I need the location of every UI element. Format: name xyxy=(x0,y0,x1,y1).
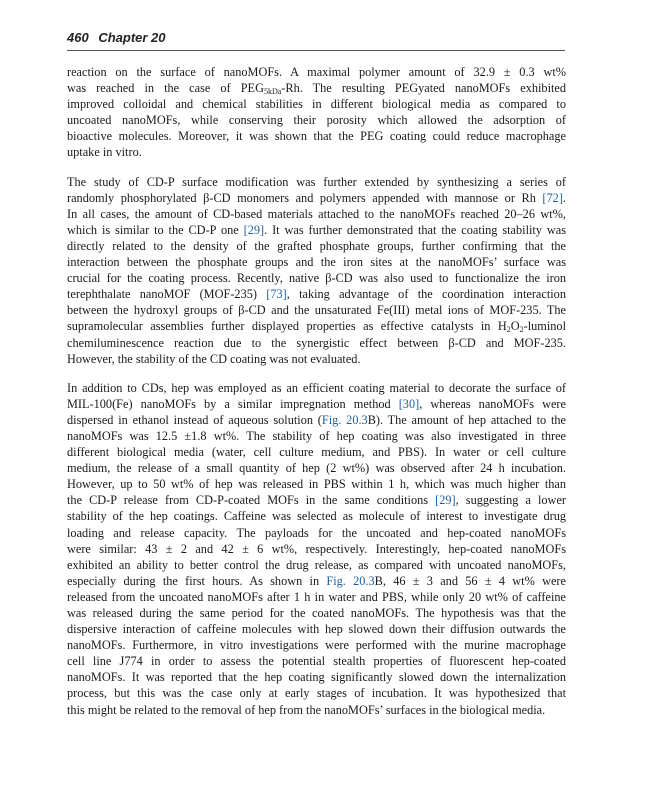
text-line: the CD-P release from CD-P-coated MOFs in the same conditions [29], suggesting a lower xyxy=(67,493,566,508)
citation-link[interactable]: [29] xyxy=(243,222,265,237)
text-line: was reached in the case of $PEG_{5kDa}-Rh$. The resulting PEGyated nanoMOFs exhibited xyxy=(67,81,567,97)
text-line: were similar: 43 ± 2 and 42 ± 6 wt%, respectively. Interestingly, hep-coated nanoMOFs xyxy=(67,541,566,556)
text-line: which is similar to the CD-P one [29]. It was further demonstrated that the coating stability was xyxy=(67,222,566,237)
text-line: nanoMOFs. Furthermore, in vitro investigations were performed with the murine macrophage xyxy=(67,638,566,653)
text-line: exhibited an ability to better control the drug release, as compared with uncoated nanoMOFs, xyxy=(67,557,566,572)
paragraph xyxy=(67,64,566,161)
text-line: dispersive interaction of caffeine molecules with hep slowed down their diffusion outwards the xyxy=(67,622,566,637)
text-line: In all cases, the amount of CD-based materials attached to the nanoMOFs reached 20–26 wt%, xyxy=(67,206,566,221)
text-line: MIL-100(Fe) nanoMOFs by a similar impregnation method [30], whereas nanoMOFs were xyxy=(67,396,566,411)
subscript: 2 xyxy=(519,325,524,335)
citation-link[interactable]: Fig. 20.3 xyxy=(326,573,375,588)
text-line: between the hydroxyl groups of β-CD and the unsaturated Fe(III) metal ions of MOF-235. The xyxy=(67,303,566,318)
text-line: nanoMOFs. It was reported that the hep coating significantly slowed down the internalization xyxy=(67,670,566,685)
citation-link[interactable]: [29] xyxy=(435,493,456,508)
text-line: loading and release capacity. The payloads for the uncoated and hep-coated nanoMOFs xyxy=(67,525,566,540)
text-line: interaction between the phosphate groups and the iron sites at the nanoMOFs’ surface was xyxy=(67,255,566,270)
text-line: nanoMOFs was 12.5 ±1.8 wt%. The stability of hep coating was also investigated in three xyxy=(67,428,566,443)
text-line: medium, the release of a small quantity of hep (2 wt%) was observed after 24 h incubation. xyxy=(67,461,566,476)
text-line: uncoated nanoMOFs, while conserving their porosity which allowed the adsorption of xyxy=(67,113,566,128)
text-line: cell line J774 in order to assess the potential stealth properties of fluorescent hep-coated xyxy=(67,654,566,669)
paragraph xyxy=(67,174,566,367)
text-line: chemiluminescence reaction due to the synergistic effect between β-CD and MOF-235. xyxy=(67,335,566,350)
text-line: uptake in vitro. xyxy=(67,145,142,160)
text-line: directly related to the density of the grafted phosphate groups, further confirming that the xyxy=(67,238,566,253)
text-line: supramolecular assemblies further displayed properties as effective catalysts in $H_2O_2$-luminol xyxy=(67,319,566,335)
citation-link[interactable]: [73] xyxy=(266,287,287,302)
running-header xyxy=(67,30,565,51)
subscript: 5kDa xyxy=(263,87,282,97)
text-line: released from the uncoated nanoMOFs after 1 h in water and PBS, while only 20 wt% of caffeine xyxy=(67,589,566,604)
page-number: 460 xyxy=(67,30,89,45)
text-line: terephthalate nanoMOF (MOF-235) [73], taking advantage of the coordination interaction xyxy=(67,287,566,302)
text-line: different biological media (water, cell culture medium, and PBS). In water or cell culture xyxy=(67,445,566,460)
text-line: reaction on the surface of nanoMOFs. A maximal polymer amount of 32.9 ± 0.3 wt% xyxy=(67,65,566,79)
chapter-title: Chapter 20 xyxy=(98,30,166,45)
text-line: In addition to CDs, hep was employed as an efficient coating material to decorate the surface of xyxy=(67,380,566,395)
text-line: crucial for the coating process. Recently, native β-CD was also used to functionalize the iron xyxy=(67,271,566,286)
citation-link[interactable]: Fig. 20.3 xyxy=(321,412,368,427)
paragraph xyxy=(67,380,566,718)
text-line: The study of CD-P surface modification was further extended by synthesizing a series of xyxy=(67,174,566,189)
subscript: 2 xyxy=(506,325,511,335)
text-line: especially during the first hours. As shown in Fig. 20.3B, 46 ± 3 and 56 ± 4 wt% were xyxy=(67,573,566,588)
text-line: However, the stability of the CD coating was not evaluated. xyxy=(67,351,361,366)
text-line: was released during the same period for the coated nanoMOFs. The hypothesis was that the xyxy=(67,606,566,620)
text-line: stability of the hep coatings. Caffeine was selected as molecule of interest to investigate drug xyxy=(67,509,566,524)
text-line: process, but this was the case only at early stages of incubation. It was hypothesized that xyxy=(67,686,566,701)
citation-link[interactable]: [30] xyxy=(398,396,420,411)
text-line: However, up to 50 wt% of hep was released in PBS within 1 h, which was much higher than xyxy=(67,477,566,492)
citation-link[interactable]: [72] xyxy=(542,190,563,205)
text-line: this might be related to the removal of hep from the nanoMOFs’ surfaces in the biological media. xyxy=(67,702,546,717)
text-line: improved colloidal and chemical stabilities in different biological media as compared to xyxy=(67,97,566,112)
text-line: dispersed in ethanol instead of aqueous solution (Fig. 20.3B). The amount of hep attached to the xyxy=(67,412,566,427)
body-text xyxy=(67,64,566,731)
text-line: bioactive molecules. Moreover, it was shown that the PEG coating could reduce macrophage xyxy=(67,129,566,144)
text-line: randomly phosphorylated β-CD monomers and polymers appended with mannose or Rh [72]. xyxy=(67,190,566,205)
